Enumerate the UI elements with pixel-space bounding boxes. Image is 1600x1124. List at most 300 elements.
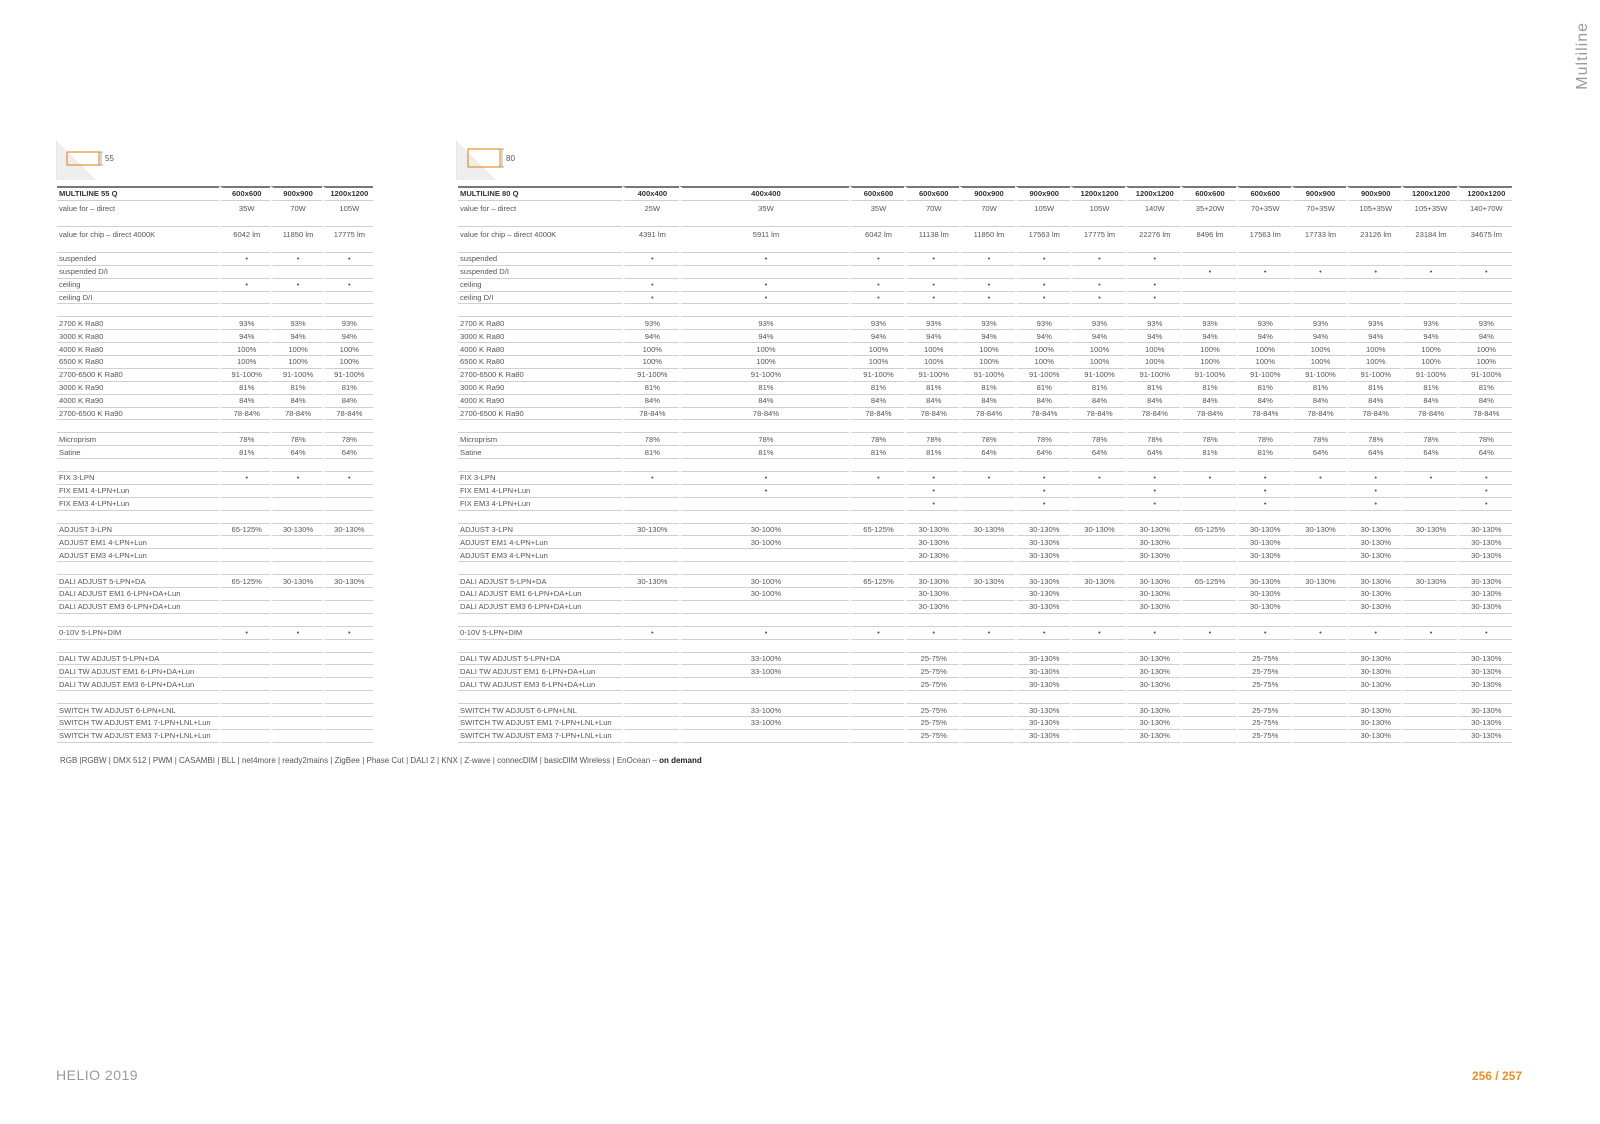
spacer-cell — [1401, 691, 1456, 704]
table-cell — [1291, 498, 1346, 511]
table-cell — [1291, 730, 1346, 743]
spacer-row — [458, 420, 1512, 433]
spacer-cell — [1346, 304, 1401, 317]
table-cell: 91-100% — [1015, 369, 1070, 382]
table-cell: 25W — [622, 201, 679, 227]
table-cell — [1291, 292, 1346, 305]
spacer-cell — [1401, 511, 1456, 524]
row-label: DALI ADJUST EM3 6-LPN+DA+Lun — [57, 601, 219, 614]
table-cell: • — [904, 498, 959, 511]
spacer-cell — [1125, 640, 1180, 653]
table-cell: 64% — [1015, 446, 1070, 459]
table-cell: 78% — [219, 433, 270, 446]
table-cell — [322, 485, 373, 498]
table-cell: 30-130% — [1401, 575, 1456, 588]
spacer-cell — [57, 640, 219, 653]
table-cell: 91-100% — [1236, 369, 1291, 382]
spacer-cell — [1125, 562, 1180, 575]
table-cell: • — [1457, 485, 1512, 498]
table-cell — [1401, 292, 1456, 305]
table-cell — [1070, 601, 1125, 614]
row-label: DALI TW ADJUST EM1 6-LPN+DA+Lun — [57, 665, 219, 678]
table-cell: 84% — [849, 395, 904, 408]
table-cell: 30-130% — [1457, 717, 1512, 730]
column-header: 1200x1200 — [1457, 186, 1512, 201]
table-cell: • — [1015, 292, 1070, 305]
table-row — [458, 601, 1512, 614]
table-cell: 93% — [1180, 317, 1235, 330]
table-cell — [270, 266, 321, 279]
row-label: 2700-6500 K Ra80 — [458, 369, 622, 382]
spacer-cell — [1070, 691, 1125, 704]
table-cell: 84% — [1291, 395, 1346, 408]
table-cell — [322, 665, 373, 678]
table-cell: 81% — [679, 382, 849, 395]
table-cell: 100% — [1457, 343, 1512, 356]
table-cell: 93% — [622, 317, 679, 330]
table-cell: 4391 lm — [622, 227, 679, 253]
table-cell — [1401, 665, 1456, 678]
table-cell: 84% — [622, 395, 679, 408]
table-title: MULTILINE 55 Q — [57, 186, 219, 201]
table-cell: 84% — [1457, 395, 1512, 408]
table-cell — [849, 266, 904, 279]
table-cell: • — [1346, 485, 1401, 498]
table-cell: 30-130% — [904, 601, 959, 614]
table-cell: • — [1236, 627, 1291, 640]
table-cell: 30-130% — [322, 524, 373, 537]
table-cell: 33-100% — [679, 717, 849, 730]
table-cell: 8496 lm — [1180, 227, 1235, 253]
spacer-cell — [904, 614, 959, 627]
column-header: 400x400 — [622, 186, 679, 201]
table-cell — [219, 601, 270, 614]
table-cell: 94% — [1401, 330, 1456, 343]
row-label: DALI TW ADJUST EM3 6-LPN+DA+Lun — [458, 678, 622, 691]
spacer-row — [57, 459, 373, 472]
table-cell: • — [1015, 498, 1070, 511]
spacer-cell — [849, 304, 904, 317]
table-row — [57, 201, 373, 227]
table-cell: • — [1070, 253, 1125, 266]
table-cell: • — [679, 472, 849, 485]
table-cell — [322, 498, 373, 511]
column-header: 1200x1200 — [322, 186, 373, 201]
spacer-cell — [219, 304, 270, 317]
table-cell: 25-75% — [904, 678, 959, 691]
table-cell: • — [1346, 627, 1401, 640]
table-cell: 81% — [904, 446, 959, 459]
spacer-cell — [1457, 691, 1512, 704]
spacer-cell — [270, 304, 321, 317]
table-cell — [1291, 653, 1346, 666]
row-label: SWITCH TW ADJUST 6-LPN+LNL — [57, 704, 219, 717]
table-cell — [959, 653, 1014, 666]
spacer-cell — [458, 614, 622, 627]
spacer-cell — [849, 420, 904, 433]
table-cell: • — [1236, 498, 1291, 511]
spacer-cell — [1401, 304, 1456, 317]
table-cell: 94% — [679, 330, 849, 343]
table-cell: 23184 lm — [1401, 227, 1456, 253]
row-label: 2700-6500 K Ra80 — [57, 369, 219, 382]
table-cell: 30-130% — [1457, 536, 1512, 549]
column-header: 1200x1200 — [1125, 186, 1180, 201]
table-cell: 30-130% — [1346, 549, 1401, 562]
table-row — [458, 292, 1512, 305]
table-cell: 81% — [1236, 446, 1291, 459]
table-cell: 100% — [322, 343, 373, 356]
table-cell — [1180, 498, 1235, 511]
table-cell: 70W — [270, 201, 321, 227]
spacer-cell — [219, 420, 270, 433]
table-cell: • — [622, 279, 679, 292]
row-label: 2700 K Ra80 — [458, 317, 622, 330]
row-label: 0-10V 5-LPN+DIM — [458, 627, 622, 640]
table-row — [458, 524, 1512, 537]
table-cell: • — [1180, 627, 1235, 640]
spacer-cell — [959, 640, 1014, 653]
table-cell — [270, 588, 321, 601]
spacer-cell — [904, 640, 959, 653]
spacer-cell — [849, 459, 904, 472]
table-cell: 93% — [959, 317, 1014, 330]
spacer-cell — [270, 420, 321, 433]
table-cell: 81% — [904, 382, 959, 395]
table-cell: 64% — [959, 446, 1014, 459]
table-cell: 64% — [1125, 446, 1180, 459]
table-cell — [849, 730, 904, 743]
row-label: 3000 K Ra90 — [57, 382, 219, 395]
table-row — [57, 549, 373, 562]
column-header: 900x900 — [1346, 186, 1401, 201]
table-cell: 93% — [1346, 317, 1401, 330]
table-cell: • — [270, 627, 321, 640]
spacer-cell — [1015, 691, 1070, 704]
table-cell: 5911 lm — [679, 227, 849, 253]
table-cell: 78-84% — [219, 408, 270, 421]
table-row — [57, 653, 373, 666]
spacer-cell — [622, 511, 679, 524]
row-label: value for – direct — [458, 201, 622, 227]
table-row — [57, 601, 373, 614]
table-cell — [1180, 678, 1235, 691]
table-cell: 100% — [1125, 356, 1180, 369]
table-cell — [1236, 279, 1291, 292]
row-label: ADJUST EM1 4-LPN+Lun — [57, 536, 219, 549]
spacer-cell — [322, 420, 373, 433]
table-cell: 30-100% — [679, 524, 849, 537]
table-row — [458, 227, 1512, 253]
table-cell: 81% — [219, 446, 270, 459]
table-cell: 78-84% — [322, 408, 373, 421]
table-cell: • — [622, 472, 679, 485]
table-header-row — [458, 186, 1512, 201]
table-row — [57, 665, 373, 678]
table-cell: 93% — [1401, 317, 1456, 330]
table-cell: 23126 lm — [1346, 227, 1401, 253]
table-row — [458, 588, 1512, 601]
table-cell: 78% — [904, 433, 959, 446]
table-cell — [622, 588, 679, 601]
table-cell: 78-84% — [1070, 408, 1125, 421]
table-cell: 78% — [849, 433, 904, 446]
table-cell — [1070, 536, 1125, 549]
table-cell: • — [1070, 472, 1125, 485]
spacer-cell — [959, 614, 1014, 627]
spacer-cell — [1070, 614, 1125, 627]
table-cell — [322, 678, 373, 691]
row-label: FIX EM1 4-LPN+Lun — [57, 485, 219, 498]
table-row — [57, 317, 373, 330]
table-cell: 30-130% — [1236, 575, 1291, 588]
spacer-cell — [959, 511, 1014, 524]
spacer-cell — [1180, 691, 1235, 704]
row-label: 3000 K Ra90 — [458, 382, 622, 395]
row-label: suspended D/I — [57, 266, 219, 279]
table-cell: 84% — [1236, 395, 1291, 408]
table-cell: 17733 lm — [1291, 227, 1346, 253]
column-header: 600x600 — [1236, 186, 1291, 201]
table-cell: • — [622, 292, 679, 305]
table-cell — [1015, 266, 1070, 279]
table-cell — [322, 266, 373, 279]
spacer-cell — [57, 304, 219, 317]
table-cell — [1291, 253, 1346, 266]
spacer-cell — [458, 511, 622, 524]
table-cell — [270, 678, 321, 691]
spacer-cell — [1346, 691, 1401, 704]
spacer-cell — [622, 691, 679, 704]
table-cell — [1457, 292, 1512, 305]
spacer-cell — [679, 562, 849, 575]
table-cell: • — [1125, 627, 1180, 640]
table-cell — [1291, 536, 1346, 549]
spacer-cell — [1180, 420, 1235, 433]
table-cell: 25-75% — [904, 665, 959, 678]
spacer-cell — [322, 459, 373, 472]
table-row — [57, 433, 373, 446]
table-cell — [904, 266, 959, 279]
spacer-cell — [959, 691, 1014, 704]
table-row — [57, 395, 373, 408]
table-cell: • — [219, 472, 270, 485]
table-cell: 81% — [622, 382, 679, 395]
table-cell: • — [904, 253, 959, 266]
table-cell: 94% — [849, 330, 904, 343]
table-row — [458, 279, 1512, 292]
spacer-cell — [219, 640, 270, 653]
table-cell: 81% — [1180, 446, 1235, 459]
table-cell: • — [1125, 485, 1180, 498]
table-cell: 91-100% — [1125, 369, 1180, 382]
table-cell — [622, 665, 679, 678]
table-cell: • — [959, 292, 1014, 305]
table-cell: 78-84% — [959, 408, 1014, 421]
table-row — [458, 730, 1512, 743]
row-label: suspended — [57, 253, 219, 266]
table-cell: 100% — [1125, 343, 1180, 356]
spacer-cell — [270, 511, 321, 524]
spacer-cell — [1125, 304, 1180, 317]
row-label: 2700 K Ra80 — [57, 317, 219, 330]
spacer-cell — [1346, 459, 1401, 472]
table-cell — [1401, 498, 1456, 511]
spacer-cell — [1070, 562, 1125, 575]
table-cell — [1291, 665, 1346, 678]
table-cell: 105W — [322, 201, 373, 227]
table-row — [57, 292, 373, 305]
spacer-cell — [1125, 459, 1180, 472]
table-cell: 30-130% — [1346, 717, 1401, 730]
table-cell: 105+35W — [1401, 201, 1456, 227]
table-cell — [679, 678, 849, 691]
table-row — [57, 446, 373, 459]
spacer-row — [57, 511, 373, 524]
spacer-cell — [1346, 562, 1401, 575]
table-cell: • — [1125, 472, 1180, 485]
spacer-cell — [219, 562, 270, 575]
spacer-cell — [1291, 420, 1346, 433]
table-row — [57, 498, 373, 511]
table-cell: 84% — [1015, 395, 1070, 408]
row-label: ADJUST 3-LPN — [458, 524, 622, 537]
table-cell: 100% — [904, 343, 959, 356]
spacer-cell — [679, 691, 849, 704]
table-cell — [270, 601, 321, 614]
table-cell — [622, 653, 679, 666]
table-cell — [219, 266, 270, 279]
table-cell: • — [959, 253, 1014, 266]
table-cell: 25-75% — [1236, 704, 1291, 717]
table-cell: 91-100% — [849, 369, 904, 382]
table-cell: 65-125% — [849, 524, 904, 537]
table-row — [57, 382, 373, 395]
table-cell — [959, 485, 1014, 498]
table-cell: 30-130% — [270, 575, 321, 588]
table-cell — [1070, 730, 1125, 743]
table-cell: 30-130% — [904, 536, 959, 549]
table-row — [57, 343, 373, 356]
table-cell: • — [849, 292, 904, 305]
table-cell: 94% — [1180, 330, 1235, 343]
table-cell: 78% — [1236, 433, 1291, 446]
table-cell — [270, 730, 321, 743]
table-cell: • — [679, 292, 849, 305]
spacer-cell — [849, 640, 904, 653]
spacer-cell — [1401, 562, 1456, 575]
row-label: value for – direct — [57, 201, 219, 227]
table-cell: 30-130% — [1457, 601, 1512, 614]
footnote — [60, 756, 702, 765]
table-cell — [679, 549, 849, 562]
table-cell: 30-130% — [270, 524, 321, 537]
spacer-cell — [270, 459, 321, 472]
table-cell — [959, 498, 1014, 511]
table-cell: 11850 lm — [270, 227, 321, 253]
spacer-cell — [959, 304, 1014, 317]
spacer-cell — [1236, 459, 1291, 472]
table-cell: 81% — [679, 446, 849, 459]
table-cell: 11850 lm — [959, 227, 1014, 253]
table-cell: 100% — [1401, 356, 1456, 369]
table-cell: 100% — [1236, 356, 1291, 369]
table-cell — [219, 717, 270, 730]
table-cell: 25-75% — [904, 717, 959, 730]
table-cell — [219, 678, 270, 691]
table-cell — [270, 498, 321, 511]
table-cell: 81% — [1236, 382, 1291, 395]
table-cell: 78% — [1015, 433, 1070, 446]
table-cell — [270, 665, 321, 678]
table-cell: 25-75% — [904, 704, 959, 717]
spacer-row — [57, 640, 373, 653]
table-cell: 78-84% — [1401, 408, 1456, 421]
table-cell — [959, 536, 1014, 549]
table-cell: 93% — [1291, 317, 1346, 330]
spacer-cell — [849, 511, 904, 524]
table-cell: • — [1125, 253, 1180, 266]
table-cell — [622, 485, 679, 498]
table-cell — [1236, 292, 1291, 305]
spacer-row — [458, 304, 1512, 317]
table-cell: 30-130% — [1125, 549, 1180, 562]
table-cell: 30-130% — [1291, 524, 1346, 537]
table-cell: 30-130% — [1457, 730, 1512, 743]
table-row — [458, 446, 1512, 459]
table-row — [458, 665, 1512, 678]
table-cell — [1291, 717, 1346, 730]
table-cell — [679, 601, 849, 614]
column-header: 600x600 — [219, 186, 270, 201]
table-cell: 91-100% — [904, 369, 959, 382]
table-cell: • — [1291, 627, 1346, 640]
table-cell: 30-130% — [1346, 665, 1401, 678]
table-cell: 81% — [1125, 382, 1180, 395]
row-label: 4000 K Ra80 — [458, 343, 622, 356]
table-cell: 81% — [959, 382, 1014, 395]
table-cell: 94% — [322, 330, 373, 343]
table-cell — [959, 588, 1014, 601]
table-cell: • — [1070, 627, 1125, 640]
profile-55-label: 55 — [105, 154, 114, 163]
spacer-cell — [959, 562, 1014, 575]
row-label: ADJUST EM3 4-LPN+Lun — [458, 549, 622, 562]
table-cell: 35W — [219, 201, 270, 227]
table-cell: 34675 lm — [1457, 227, 1512, 253]
table-cell: 81% — [849, 446, 904, 459]
table-row — [57, 536, 373, 549]
row-label: 2700-6500 K Ra90 — [458, 408, 622, 421]
spacer-cell — [1180, 304, 1235, 317]
table-cell: • — [1236, 266, 1291, 279]
table-cell: 81% — [622, 446, 679, 459]
spacer-cell — [1180, 511, 1235, 524]
table-cell: 81% — [1457, 382, 1512, 395]
brand-footer: HELIO 2019 — [56, 1067, 139, 1083]
table-cell — [849, 498, 904, 511]
table-cell — [1180, 717, 1235, 730]
table-cell — [959, 717, 1014, 730]
table-cell — [1180, 292, 1235, 305]
spacer-cell — [904, 459, 959, 472]
footnote-text: RGB |RGBW | DMX 512 | PWM | CASAMBI | BLL | net4more | ready2mains | ZigBee | Phase Cut | DALI 2 | KNX | Z-wave | connecDIM | basicDIM Wireless | EnOcean – — [60, 756, 660, 765]
spacer-cell — [1125, 614, 1180, 627]
table-cell: 30-130% — [959, 524, 1014, 537]
table-row — [458, 369, 1512, 382]
table-cell: • — [904, 292, 959, 305]
table-cell: • — [1346, 498, 1401, 511]
